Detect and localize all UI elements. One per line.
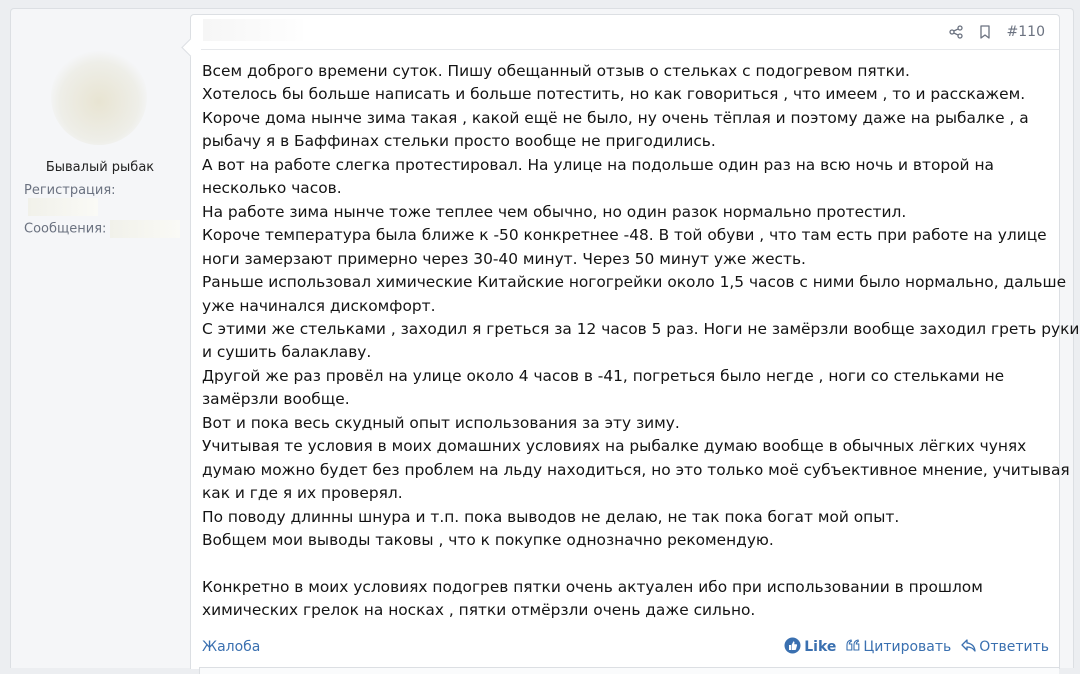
post-text-line: и сушить балаклаву. [202,343,372,362]
registration-label: Регистрация: [24,183,116,198]
messages-row [24,220,180,238]
post-text-line: По поводу длинны шнура и т.п. пока выводов не делаю, не так пока богат мой опыт. [202,507,900,526]
post-text-line: Вобщем мои выводы таковы , что к покупке однозначно рекомендую. [202,531,774,550]
quote-button[interactable] [846,639,951,655]
registration-value-obscured [28,198,98,216]
post-text-line: ноги замерзают примерно через 30-40 минут. Через 50 минут уже жесть. [202,249,806,268]
username[interactable]: Бывалый рыбак [45,160,155,175]
post-number-link[interactable]: #110 [1006,24,1045,40]
post-text-line: Другой же раз провёл на улице около 4 часов в -41, погреться было негде , ноги со стельками не [202,366,1005,385]
post-text-line: А вот на работе слегка протестировал. На улице на подольше один раз на всю ночь и второй на [202,155,994,174]
registration-row [24,183,189,216]
quote-icon [846,639,860,655]
post-date-obscured [203,19,303,41]
messages-label: Сообщения: [24,221,107,237]
like-button[interactable] [784,637,836,658]
message-container [10,8,1080,668]
post-text-line: уже начинался дискомфорт. [202,296,436,315]
reply-label: Ответить [979,639,1049,655]
paragraph-gap [202,553,1047,576]
post-text-line: Вот и пока весь скудный опыт использования за эту зиму. [202,413,680,432]
post-text-line: С этими же стельками , заходил я греться за 12 часов 5 раз. Ноги не замёрзли вообще заходил греть руки [202,319,1080,338]
post-text-line: химических грелок на носках , пятки отмёрзли очень даже сильно. [202,601,756,620]
reply-button[interactable] [961,639,1049,656]
thumbs-up-icon [784,637,801,658]
post-text-line: несколько часов. [202,179,342,198]
report-link[interactable]: Жалоба [202,639,261,655]
share-icon[interactable] [949,25,963,39]
post-text-line: На работе зима нынче тоже теплее чем обычно, но один разок нормально протестил. [202,202,907,221]
post-text-line: как и где я их проверял. [202,484,403,503]
post-text-line: Хотелось бы больше написать и больше потестить, но как говориться , что имеем , то и расскажем. [202,85,1026,104]
post-text-line: думаю можно будет без проблем на льду находиться, но это только моё субъективное мнение, учитывая [202,460,1070,479]
post-body-container [190,14,1080,669]
messages-value-obscured [110,220,180,238]
post-text-line: Всем доброго времени суток. Пишу обещанный отзыв о стельках с подогревом пятки. [202,62,910,80]
post-text-line: Короче дома нынче зима такая , какой ещё не было, ну очень тёплая и поэтому даже на рыбалке , а [202,108,1029,127]
post-header [201,15,1059,50]
post-text-line: Конкретно в моих условиях подогрев пятки очень актуален ибо при использовании в прошлом [202,577,983,596]
next-post-edge [199,667,1059,674]
post-text-line: Учитывая те условия в моих домашних условиях на рыбалке думаю вообще в обычных лёгких чунях [202,437,1027,456]
post-text-line: замёрзли вообще. [202,390,350,409]
reply-arrow-icon [961,639,976,656]
post-footer [191,632,1059,662]
post-text-line: Короче температура была ближе к -50 конкретнее -48. В той обуви , что там есть при работе на улице [202,226,1047,245]
bookmark-icon[interactable] [979,25,991,39]
author-sidebar [11,9,189,668]
quote-label: Цитировать [863,639,952,655]
post-text-line: рыбачу я в Баффинах стельки просто вообще не пригодились. [202,132,716,151]
like-label: Like [804,639,837,655]
post-text-line: Раньше использовал химические Китайские ногогрейки около 1,5 часов с ними было нормально, дальше [202,273,1067,292]
avatar[interactable] [51,49,147,145]
post-text [202,60,1080,623]
